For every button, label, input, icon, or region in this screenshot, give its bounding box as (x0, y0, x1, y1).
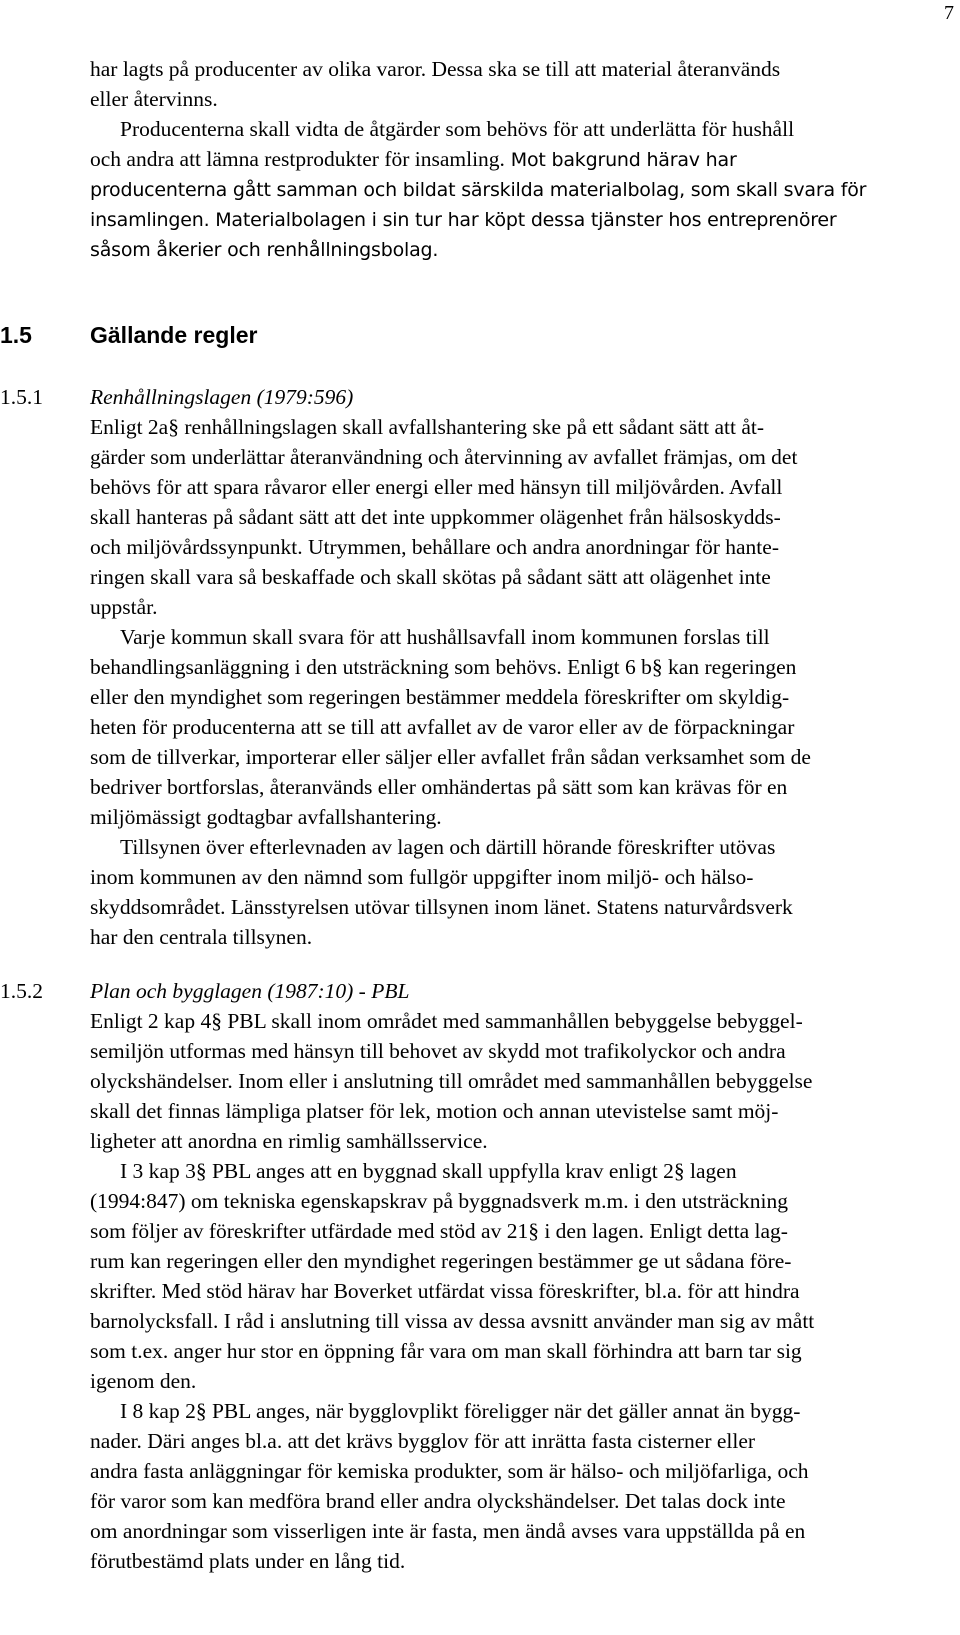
subsection-1-5-2 (0, 976, 952, 1576)
paragraph (90, 1396, 918, 1576)
text-line: barnolycksfall. I råd i anslutning till vissa av dessa avsnitt använder man sig av mått (90, 1309, 815, 1333)
subsection-1-5-1 (0, 382, 952, 952)
text-line: semiljön utformas med hänsyn till behovet av skydd mot trafikolyckor och andra (90, 1039, 786, 1063)
text-run: Mot bakgrund härav har (504, 149, 737, 171)
text-line: heten för producenterna att se till att avfallet av de varor eller av de förpackningar (90, 715, 795, 739)
text-line: skall det finnas lämpliga platser för lek, motion och annan utevistelse samt möj- (90, 1099, 779, 1123)
text-line: skrifter. Med stöd härav har Boverket utfärdat vissa föreskrifter, bl.a. för att hindra (90, 1279, 800, 1303)
section-heading (0, 322, 257, 349)
text-line: gärder som underlättar återanvändning och återvinning av avfallet främjas, om det (90, 445, 798, 469)
paragraph (90, 1156, 918, 1396)
text-line: skall hanteras på sådant sätt att det inte uppkommer olägenhet från hälsoskydds- (90, 505, 781, 529)
text-line: (1994:847) om tekniska egenskapskrav på byggnadsverk m.m. i den utsträckning (90, 1189, 789, 1213)
text-line: eller den myndighet som regeringen bestämmer meddela föreskrifter om skyldig- (90, 685, 790, 709)
text-line: förutbestämd plats under en lång tid. (90, 1549, 406, 1573)
text-line: igenom den. (90, 1369, 197, 1393)
subsection-body (90, 976, 918, 1576)
text-line: ligheter att anordna en rimlig samhällsservice. (90, 1129, 488, 1153)
paragraph (90, 622, 918, 832)
text-line: rum kan regeringen eller den myndighet regeringen bestämmer ge ut sådana före- (90, 1249, 792, 1273)
text-line (90, 114, 952, 144)
text-line: I 3 kap 3§ PBL anges att en byggnad skall uppfylla krav enligt 2§ lagen (120, 1159, 737, 1183)
text-line: har lagts på producenter av olika varor. Dessa ska se till att material återanvänds (90, 57, 781, 81)
subsection-body (90, 382, 918, 952)
subsection-title: Renhållningslagen (1979:596) (90, 385, 354, 409)
text-line: ringen skall vara så beskaffade och skall skötas på sådant sätt att olägenhet inte (90, 565, 771, 589)
text-line: som följer av föreskrifter utfärdade med stöd av 21§ i den lagen. Enligt detta lag- (90, 1219, 788, 1243)
text-line: insamlingen. Materialbolagen i sin tur har köpt dessa tjänster hos entreprenörer (90, 209, 837, 231)
text-line: nader. Däri anges bl.a. att det krävs bygglov för att inrätta fasta cisterner eller (90, 1429, 756, 1453)
text-line: Varje kommun skall svara för att hushållsavfall inom kommunen forslas till (120, 625, 770, 649)
text-line: miljömässigt godtagbar avfallshantering. (90, 805, 442, 829)
text-line: producenterna gått samman och bildat särskilda materialbolag, som skall svara för (90, 179, 867, 201)
text-line: eller återvinns. (90, 87, 218, 111)
text-line: andra fasta anläggningar för kemiska produkter, som är hälso- och miljöfarliga, och (90, 1459, 809, 1483)
text-run: Producenterna skall vidta de åtgärder som behövs för att underlätta för hushåll (120, 117, 795, 141)
text-line: som de tillverkar, importerar eller säljer eller avfallet från sådan verksamhet som de (90, 745, 811, 769)
text-line: Tillsynen över efterlevnaden av lagen och därtill hörande föreskrifter utövas (120, 835, 776, 859)
text-line: Enligt 2 kap 4§ PBL skall inom området med sammanhållen bebyggelse bebyggel- (90, 1009, 803, 1033)
subsection-title: Plan och bygglagen (1987:10) - PBL (90, 979, 410, 1003)
paragraph (90, 832, 918, 952)
text-line (90, 144, 952, 175)
intro-paragraph-2 (90, 114, 952, 265)
text-line: I 8 kap 2§ PBL anges, när bygglovplikt föreligger när det gäller annat än bygg- (120, 1399, 801, 1423)
text-line: behandlingsanläggning i den utsträckning som behövs. Enligt 6 b§ kan regeringen (90, 655, 797, 679)
text-line: olyckshändelser. Inom eller i anslutning till området med sammanhållen bebyggelse (90, 1069, 813, 1093)
page-number: 7 (944, 2, 954, 24)
text-line: såsom åkerier och renhållningsbolag. (90, 239, 439, 261)
text-line: och miljövårdssynpunkt. Utrymmen, behållare och andra anordningar för hante- (90, 535, 779, 559)
text-line: som t.ex. anger hur stor en öppning får vara om man skall förhindra att barn tar sig (90, 1339, 802, 1363)
text-line: uppstår. (90, 595, 158, 619)
text-line: om anordningar som visserligen inte är fasta, men ändå avses vara uppställda på en (90, 1519, 806, 1543)
subsection-number: 1.5.1 (0, 385, 43, 409)
text-line: har den centrala tillsynen. (90, 925, 313, 949)
text-line: behövs för att spara råvaror eller energi eller med hänsyn till miljövården. Avfall (90, 475, 783, 499)
intro-paragraph-1 (90, 54, 952, 114)
text-line: Enligt 2a§ renhållningslagen skall avfallshantering ske på ett sådant sätt att åt- (90, 415, 765, 439)
paragraph (90, 1006, 918, 1156)
text-line: inom kommunen av den nämnd som fullgör uppgifter inom miljö- och hälso- (90, 865, 754, 889)
text-line: skyddsområdet. Länsstyrelsen utövar tillsynen inom länet. Statens naturvårdsverk (90, 895, 793, 919)
text-line: för varor som kan medföra brand eller andra olyckshändelser. Det talas dock inte (90, 1489, 786, 1513)
text-run: och andra att lämna restprodukter för insamling. (90, 147, 505, 171)
section-number: 1.5 (0, 322, 32, 348)
text-line: bedriver bortforslas, återanvänds eller omhändertas på sätt som kan krävas för en (90, 775, 788, 799)
section-title: Gällande regler (90, 322, 258, 348)
paragraph (90, 412, 918, 622)
subsection-number: 1.5.2 (0, 979, 43, 1003)
